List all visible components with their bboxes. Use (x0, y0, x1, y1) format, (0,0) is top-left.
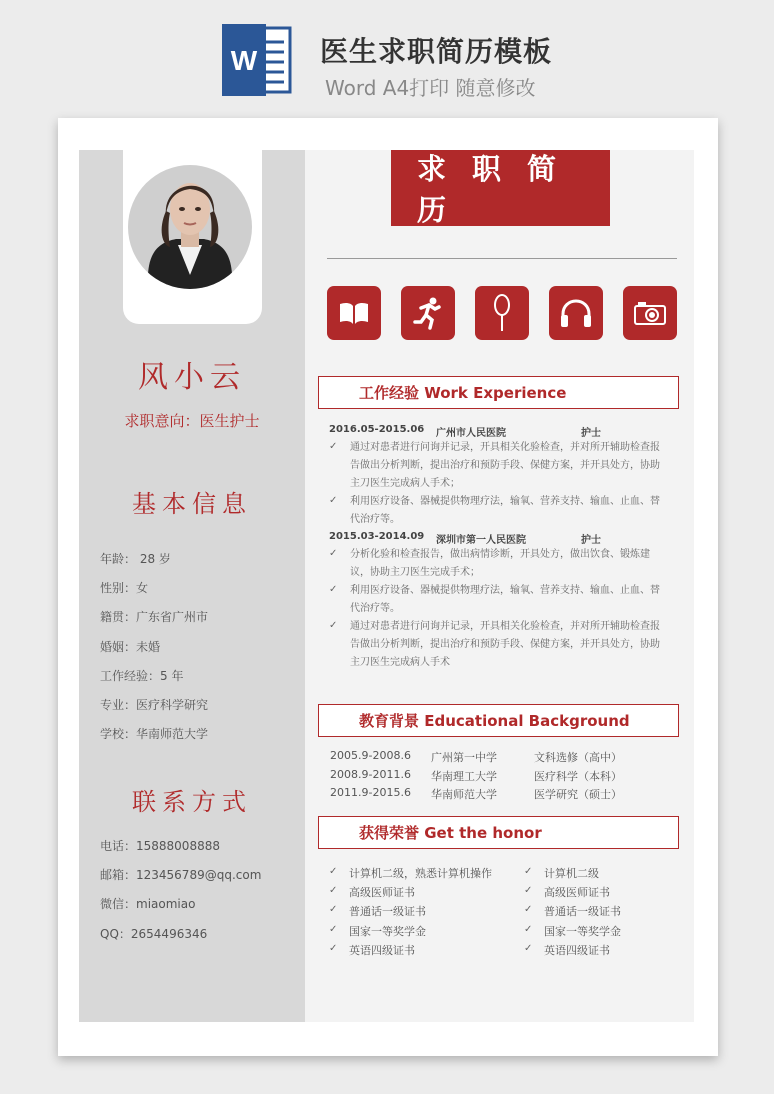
banner-subtitle: Word A4打印 随意修改 (325, 76, 536, 100)
honor-left-1: 计算机二级，熟悉计算机操作 (349, 867, 492, 880)
camera-icon (623, 286, 677, 340)
edu1-major: 文科选修（高中） (534, 751, 622, 764)
info-school: 学校：华南师范大学 (100, 727, 209, 741)
resume-title: 求职简历 (391, 150, 610, 226)
job1-bullet-1: 通过对患者进行问询并记录，开具相关化验检查，并对所开辅助检查报告做出分析判断，提出治疗和预防手段、保健方案，并开具处方，协助主刀医生完成病人手术； (350, 442, 660, 489)
education-heading: 教育背景 Educational Background (318, 704, 679, 737)
edu2-period: 2008.9-2011.6 (330, 768, 411, 781)
divider (327, 258, 677, 259)
check-icon: ✓ (524, 904, 533, 915)
candidate-name: 风小云 (138, 360, 246, 395)
check-icon: ✓ (524, 866, 533, 877)
check-icon: ✓ (329, 866, 338, 877)
racket-icon (475, 286, 529, 340)
honor-left-4: 国家一等奖学金 (349, 925, 426, 938)
honor-right-5: 英语四级证书 (544, 944, 610, 957)
check-icon: ✓ (329, 548, 338, 559)
work-heading: 工作经验 Work Experience (318, 376, 679, 409)
job1-org: 广州市人民医院 (436, 428, 506, 439)
job1-bullet-2: 利用医疗设备、器械提供物理疗法，输氧、营养支持、输血、止血、替代治疗等。 (350, 496, 660, 525)
info-hometown: 籍贯：广东省广州市 (100, 610, 209, 624)
info-age: 年龄： 28 岁 (100, 552, 171, 566)
check-icon: ✓ (329, 620, 338, 631)
edu2-school: 华南理工大学 (431, 770, 497, 783)
edu3-major: 医学研究（硕士） (534, 788, 622, 801)
headphones-icon (549, 286, 603, 340)
word-logo-icon (222, 24, 294, 96)
job2-role: 护士 (581, 535, 601, 546)
honor-right-2: 高级医师证书 (544, 886, 610, 899)
honor-right-3: 普通话一级证书 (544, 905, 621, 918)
check-icon: ✓ (329, 441, 338, 452)
check-icon: ✓ (329, 885, 338, 896)
job-intent: 求职意向：医生护士 (124, 412, 260, 430)
honor-right-1: 计算机二级 (544, 867, 599, 880)
edu3-school: 华南师范大学 (431, 788, 497, 801)
check-icon: ✓ (329, 924, 338, 935)
info-gender: 性别：女 (100, 581, 149, 595)
check-icon: ✓ (329, 495, 338, 506)
job2-org: 深圳市第一人民医院 (436, 535, 526, 546)
info-major: 专业：医疗科学研究 (100, 698, 209, 712)
job1-role: 护士 (581, 428, 601, 439)
contact-heading: 联系方式 (132, 788, 252, 816)
info-experience: 工作经验：5 年 (100, 669, 184, 683)
job2-bullet-2: 利用医疗设备、器械提供物理疗法，输氧、营养支持、输血、止血、替代治疗等。 (350, 585, 660, 614)
check-icon: ✓ (329, 904, 338, 915)
edu1-period: 2005.9-2008.6 (330, 749, 411, 762)
contact-phone: 电话：15888008888 (100, 839, 220, 853)
honor-left-2: 高级医师证书 (349, 886, 415, 899)
check-icon: ✓ (329, 584, 338, 595)
honor-left-5: 英语四级证书 (349, 944, 415, 957)
check-icon: ✓ (524, 885, 533, 896)
contact-email: 邮箱：123456789@qq.com (100, 868, 262, 882)
edu2-major: 医疗科学（本科） (534, 770, 622, 783)
edu3-period: 2011.9-2015.6 (330, 786, 411, 799)
book-icon (327, 286, 381, 340)
running-icon (401, 286, 455, 340)
edu1-school: 广州第一中学 (431, 751, 497, 764)
check-icon: ✓ (329, 943, 338, 954)
job2-period: 2015.03-2014.09 (329, 531, 425, 542)
check-icon: ✓ (524, 943, 533, 954)
contact-qq: QQ：2654496346 (100, 927, 208, 941)
banner-title: 医生求职简历模板 (320, 35, 553, 68)
honors-heading: 获得荣誉 Get the honor (318, 816, 679, 849)
contact-wechat: 微信：miaomiao (100, 897, 196, 911)
job2-bullet-3: 通过对患者进行问询并记录，开具相关化验检查，并对所开辅助检查报告做出分析判断，提出治疗和预防手段、保健方案，并开具处方，协助主刀医生完成病人手术 (350, 621, 660, 668)
info-marital: 婚姻：未婚 (100, 640, 161, 654)
honor-right-4: 国家一等奖学金 (544, 925, 621, 938)
basic-info-heading: 基本信息 (132, 490, 252, 518)
job1-period: 2016.05-2015.06 (329, 424, 425, 435)
logo-letter: W (230, 45, 258, 76)
honor-left-3: 普通话一级证书 (349, 905, 426, 918)
avatar (128, 165, 252, 289)
check-icon: ✓ (524, 924, 533, 935)
job2-bullet-1: 分析化验和检查报告，做出病情诊断，开具处方，做出饮食、锻炼建议，协助主刀医生完成手术； (350, 549, 650, 578)
